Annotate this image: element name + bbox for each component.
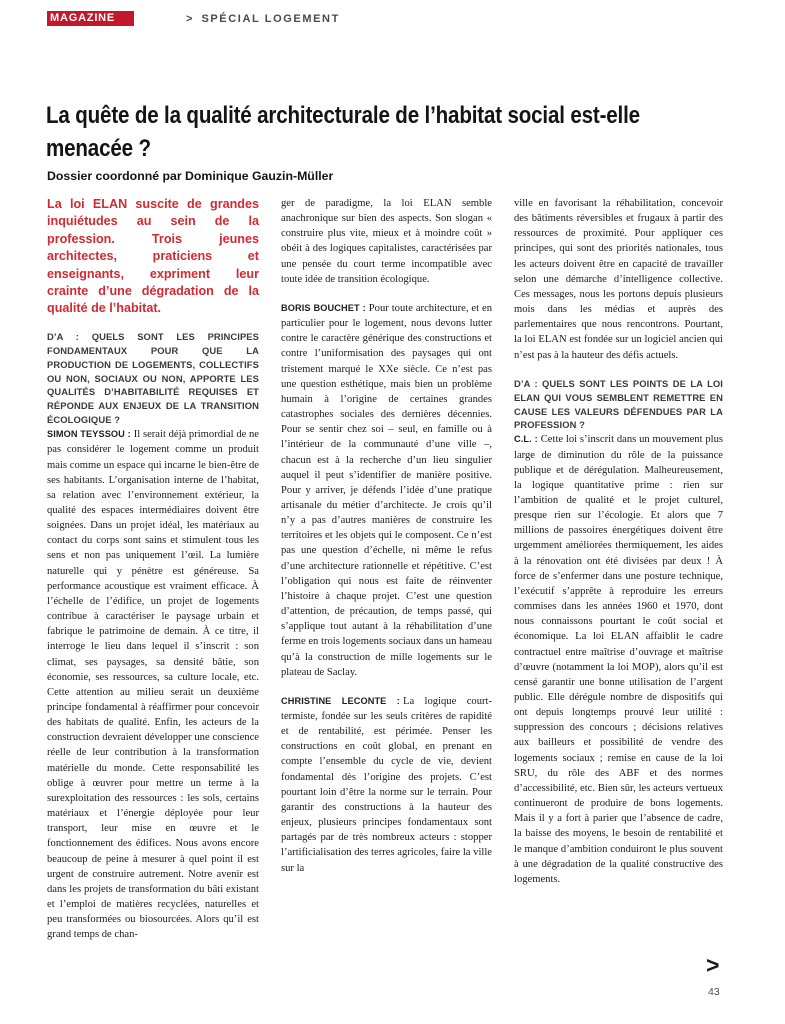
article-title: La quête de la qualité architecturale de l’habitat social est-elle menacée ? [46,102,640,162]
answer-text: La logique court-termiste, fondée sur les seuls critères de rapidité et de rentabilité, est périmée. Penser les constructions en coût global, en prenant en compte l’ensemble du cycle de vie, devient fondamental dès l’origine des projets. C’est pourtant loin d’être la norme sur le terrain. Pour garantir des constructions à la hauteur des enjeux, plusieurs principes fondamentaux sont partagés par de très nombreux acteurs : stopper l’artificialisation des terres agricoles, faire la ville sur la [281,695,492,874]
section-breadcrumb [186,13,340,25]
answer-text: Cette loi s’inscrit dans un mouvement plus large de diminution du rôle de la puissance publique et de dérégulation. Malheureusement, la logique quantitative prime : rien sur l’ambition de qualité et le projet culturel, presque rien sur l’écologie. Et alors que 7 millions de passoires énergétiques doivent être urgemment améliorées thermiquement, les aides à la rénovation ont été divisées par deux ! À force de s’enfermer dans une posture technique, l’exécutif s’apprête à reproduire les erreurs commises dans les années 1960 et 1970, dont nous connaissons pourtant le coût social et économique. La loi ELAN affaiblit le cadre contractuel entre maîtrise d’ouvrage et maîtrise d’œuvre (notamment la loi MOP), alors qu’il est censé garantir une bonne utilisation de l’argent public. Elle dérégule nombre de dispositifs qui ont depuis longtemps prouvé leur utilité : suppression des concours ; décisions relatives aux bailleurs et possibilité de vendre des logements sociaux ; remise en cause de la loi SRU, du rôle des ABF et des normes d’accessibilité, etc. Bien sûr, les acteurs vertueux continueront de produire de bons logements. Mais il y a fort à parier que l’absence de cadre, la baisse des moyens, le besoin de rentabilité et le manque d’ambition conduiront le plus souvent à une dégradation de la qualité constructive des logements. [514,434,723,885]
speaker-name-christine-leconte: CHRISTINE LECONTE : [281,695,400,706]
chevron-right-icon: > [186,13,193,25]
intro-paragraph: La loi ELAN suscite de grandes inquiétudes au sein de la profession. Trois jeunes architectes, praticiens et enseignants, expriment leur crainte d’une dégradation de la qualité de l’habitat. [47,197,259,316]
interview-question-2: D’A : QUELS SONT LES POINTS DE LA LOI ELAN QUI VOUS SEMBLENT REMETTRE EN CAUSE LES VALEURS DÉFENDUES PAR LA PROFESSION ? [514,377,723,431]
column-2 [281,196,492,876]
magazine-banner [47,11,134,26]
speaker-name-boris-bouchet: BORIS BOUCHET : [281,302,366,313]
column-1 [47,196,259,943]
speaker-name-simon-teyssou: SIMON TEYSSOU : [47,429,131,440]
answer-boris-bouchet [281,301,492,680]
answer-simon-teyssou [47,427,259,942]
page-number: 43 [708,986,720,998]
answer-continuation-christine-leconte: ville en favorisant la réhabilitation, concevoir des bâtiments réversibles et frugaux à partir des ressources de proximité. Pour appliquer ces principes, qui sont des priorités nationales, tous les acteurs doivent être en capacité de travailler selon une démarche d’intelligence collective. Ces messages, nous les portons depuis plusieurs mois dans les médias et auprès des parlementaires que nous rencontrons. Pourtant, la loi ELAN est fondée sur un logiciel ancien qui n’est pas à la hauteur des défis actuels. [514,198,723,361]
magazine-label: MAGAZINE [50,12,116,24]
answer-christine-leconte [281,694,492,876]
section-label: SPÉCIAL LOGEMENT [201,13,340,25]
answer-cl [514,432,723,887]
answer-text: Il serait déjà primordial de ne pas considérer le logement comme un produit mais comme un espace qui incarne le bien-être de ses habitants. L’organisation interne de l’habitat, sa relation avec l’environnement extérieur, la qualité des espaces intermédiaires doivent être soignées. Dans un projet idéal, les matériaux au contact du corps sont sains et stimulent tous les sens et non pas uniquement l’œil. La lumière naturelle qui y pénètre est généreuse. Sa performance acoustique est vraiment efficace. À l’échelle de l’édifice, un projet de logements contribue à caractériser le paysage urbain et fabrique le patrimoine de demain. À ce titre, il interroge le lieu dans lequel il s’inscrit : son climat, ses paysages, sa densité bâtie, son économie, ses ressources, sa culture locale, etc. Cette attention au milieu serait un deuxième principe fondamental à réaffirmer pour concevoir des habitats de qualité. Enfin, les acteurs de la construction devraient développer une conscience réelle de leur contribution à la transformation matérielle du monde. Cette responsabilité les oblige à œuvrer pour mettre un terme à la surexploitation des ressources : les sols, certains matériaux et l’énergie déployée pour leur transport, leur mise en œuvre et le fonctionnement des édifices. Nous avons encore beaucoup de peine à mesurer à quel point il est urgent de construire autrement. Notre avenir est dans les projets de transformation du bâti existant et l’emploi de matières recyclées, naturelles et peu transformées ou biosourcées. Alors qu’il est grand temps de chan- [47,429,260,941]
next-page-arrow: > [706,952,720,978]
answer-continuation-simon-teyssou: ger de paradigme, la loi ELAN semble anachronique sur bien des aspects. Son slogan « construire plus vite, mieux et à moindre coût » obéit à des logiques capitalistes, caractérisées par une pensée du court terme incompatible avec toute idée de transition écologique. [281,198,492,285]
column-3 [514,196,723,887]
interview-question-1: D’A : QUELS SONT LES PRINCIPES FONDAMENTAUX POUR QUE LA PRODUCTION DE LOGEMENTS, COLLECTIFS OU NON, SOCIAUX OU NON, APPORTE LES QUALITÉS D’HABITABILITÉ REQUISES ET RÉPONDE AUX ENJEUX DE LA TRANSITION ÉCOLOGIQUE ? [47,330,259,426]
article-byline: Dossier coordonné par Dominique Gauzin-Müller [47,169,334,183]
answer-text: Pour toute architecture, et en particulier pour le logement, nous devons lutter contre le caractère générique des constructions et contre l’uniformisation des paysages qui ont tristement marqué le XXe siècle. Ce n’est pas une question esthétique, mais bien un problème humain à l’origine de certaines grandes catastrophes sociales des dernières décennies. Pour se sentir chez soi – seul, en famille ou à l’intérieur de la communauté d’une ville –, chacun est à la recherche d’un lieu singulier auquel il peut s’identifier de manière positive. Pour y arriver, je défends l’idée d’une pratique artisanale du métier d’architecte. Je crois qu’il n’y a pas d’autres manières de construire les territoires et les objets qui le composent. Ce n’est pas une question d’échelle, ni même le refus d’une architecture rationnelle et répétitive. C’est l’obligation qui nous est faite de réinventer l’histoire à chaque projet. C’est une question d’attention, de précaution, de temps passé, qui s’applique tout autant à la réhabilitation d’une ferme en trois logements sociaux dans un hameau qu’à la construction de mille logements sur le plateau de Saclay. [281,302,492,678]
speaker-name-cl: C.L. : [514,434,538,445]
